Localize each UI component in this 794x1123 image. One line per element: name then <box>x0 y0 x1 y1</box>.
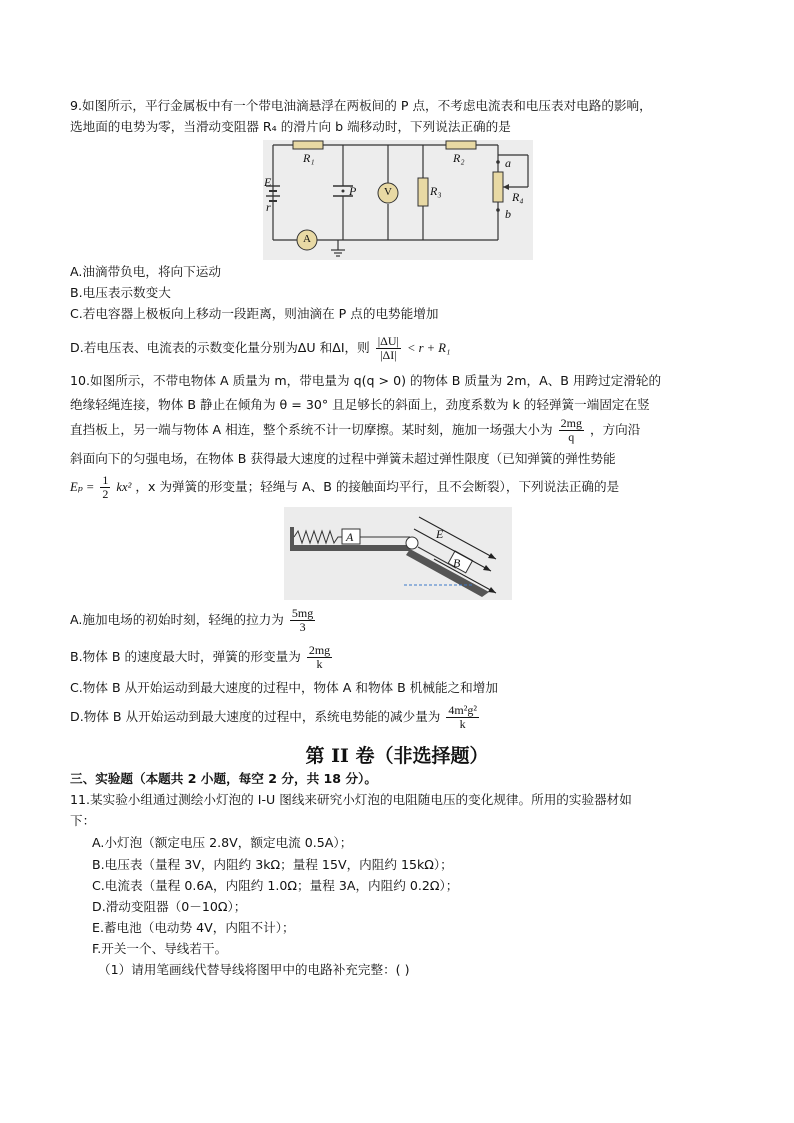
q9-option-c: C.若电容器上极板向上移动一段距离，则油滴在 P 点的电势能增加 <box>70 306 439 321</box>
q11-item: C.电流表（量程 0.6A，内阻约 1.0Ω；量程 3A，内阻约 0.2Ω）； <box>92 878 459 893</box>
q9-option-d <box>70 333 450 363</box>
q11-subquestion-1: （1）请用笔画线代替导线将图甲中的电路补充完整：( ) <box>98 962 410 977</box>
q9-option-a: A.油滴带负电，将向下运动 <box>70 264 221 279</box>
q9-option-d-suffix: < r + R₁ <box>406 341 451 355</box>
label-E: E <box>264 175 272 189</box>
q11-item: E.蓄电池（电动势 4V，内阻不计）； <box>92 920 295 935</box>
label-b: b <box>505 207 511 221</box>
q9-stem-line1: 9.如图所示，平行金属板中有一个带电油滴悬浮在两板间的 P 点，不考虑电流表和电压表对电路的影响， <box>70 98 652 113</box>
q10-stem-line4: 斜面向下的匀强电场，在物体 B 获得最大速度的过程中弹簧未超过弹性限度（已知弹簧的弹性势能 <box>70 451 616 466</box>
q10-stem-line5: Eₚ = $\frac{1}{2}$ kx² ，x 为弹簧的形变量；轻绳与 A、B 的接触面均平行，且不会断裂），下列说法正确的是 <box>70 473 620 501</box>
section-heading: 三、实验题（本题共 2 小题，每空 2 分，共 18 分）。 <box>70 771 377 786</box>
q11-stem-line2: 下： <box>70 813 96 828</box>
q10-incline-figure <box>284 507 512 600</box>
part-two-title: 第 II 卷（非选择题） <box>305 745 489 767</box>
label-R1: R₁ <box>303 151 315 165</box>
q10-stem-line3: 直挡板上，另一端与物体 A 相连，整个系统不计一切摩擦。某时刻，施加一场强大小为 $\frac{2mg}{q}$ ，方向沿 <box>70 416 641 444</box>
q10-stem-line2: 绝缘轻绳连接，物体 B 静止在倾角为 θ = 30° 且足够长的斜面上，劲度系数为 k 的轻弹簧一端固定在竖 <box>70 397 650 412</box>
q9-option-d-fraction: $\frac{|\Delta U|}{|\Delta I|}$ <box>377 334 399 362</box>
ammeter-icon: A <box>303 233 311 245</box>
q11-stem-line1: 11.某实验小组通过测绘小灯泡的 I-U 图线来研究小灯泡的电阻随电压的变化规律。所用的实验器材如 <box>70 792 632 807</box>
q10-option-c: C.物体 B 从开始运动到最大速度的过程中，物体 A 和物体 B 机械能之和增加 <box>70 680 498 695</box>
label-field-e: E <box>436 527 444 541</box>
q9-stem-line2: 选地面的电势为零，当滑动变阻器 R₄ 的滑片向 b 端移动时，下列说法正确的是 <box>70 119 511 134</box>
q9-option-b: B.电压表示数变大 <box>70 285 171 300</box>
q10-stem-line1: 10.如图所示，不带电物体 A 质量为 m，带电量为 q(q > 0) 的物体 B 质量为 2m，A、B 用跨过定滑轮的 <box>70 373 662 388</box>
label-R2: R₂ <box>453 151 465 165</box>
q10-option-d: D.物体 B 从开始运动到最大速度的过程中，系统电势能的减少量为 $\frac{\text{4m²g²}}{k}$ <box>70 703 477 731</box>
label-r: r <box>266 200 271 214</box>
label-R3: R₃ <box>430 184 442 198</box>
label-block-a: A <box>346 530 354 544</box>
q11-item: D.滑动变阻器（0－10Ω）； <box>92 899 247 914</box>
q10-option-a: A.施加电场的初始时刻，轻绳的拉力为 $\frac{5mg}{3}$ <box>70 606 314 634</box>
q9-option-d-text: D.若电压表、电流表的示数变化量分别为ΔU 和ΔI，则 <box>70 340 370 355</box>
label-a: a <box>505 156 511 170</box>
q11-item: F.开关一个、导线若干。 <box>92 941 228 956</box>
label-R4: R₄ <box>512 190 524 204</box>
label-block-b: B <box>453 556 461 570</box>
voltmeter-icon: V <box>384 186 392 198</box>
q10-option-b: B.物体 B 的速度最大时，弹簧的形变量为 $\frac{2mg}{k}$ <box>70 643 331 671</box>
q11-item: B.电压表（量程 3V，内阻约 3kΩ；量程 15V，内阻约 15kΩ）； <box>92 857 453 872</box>
q11-item: A.小灯泡（额定电压 2.8V，额定电流 0.5A）； <box>92 835 353 850</box>
label-P: P <box>349 184 357 198</box>
